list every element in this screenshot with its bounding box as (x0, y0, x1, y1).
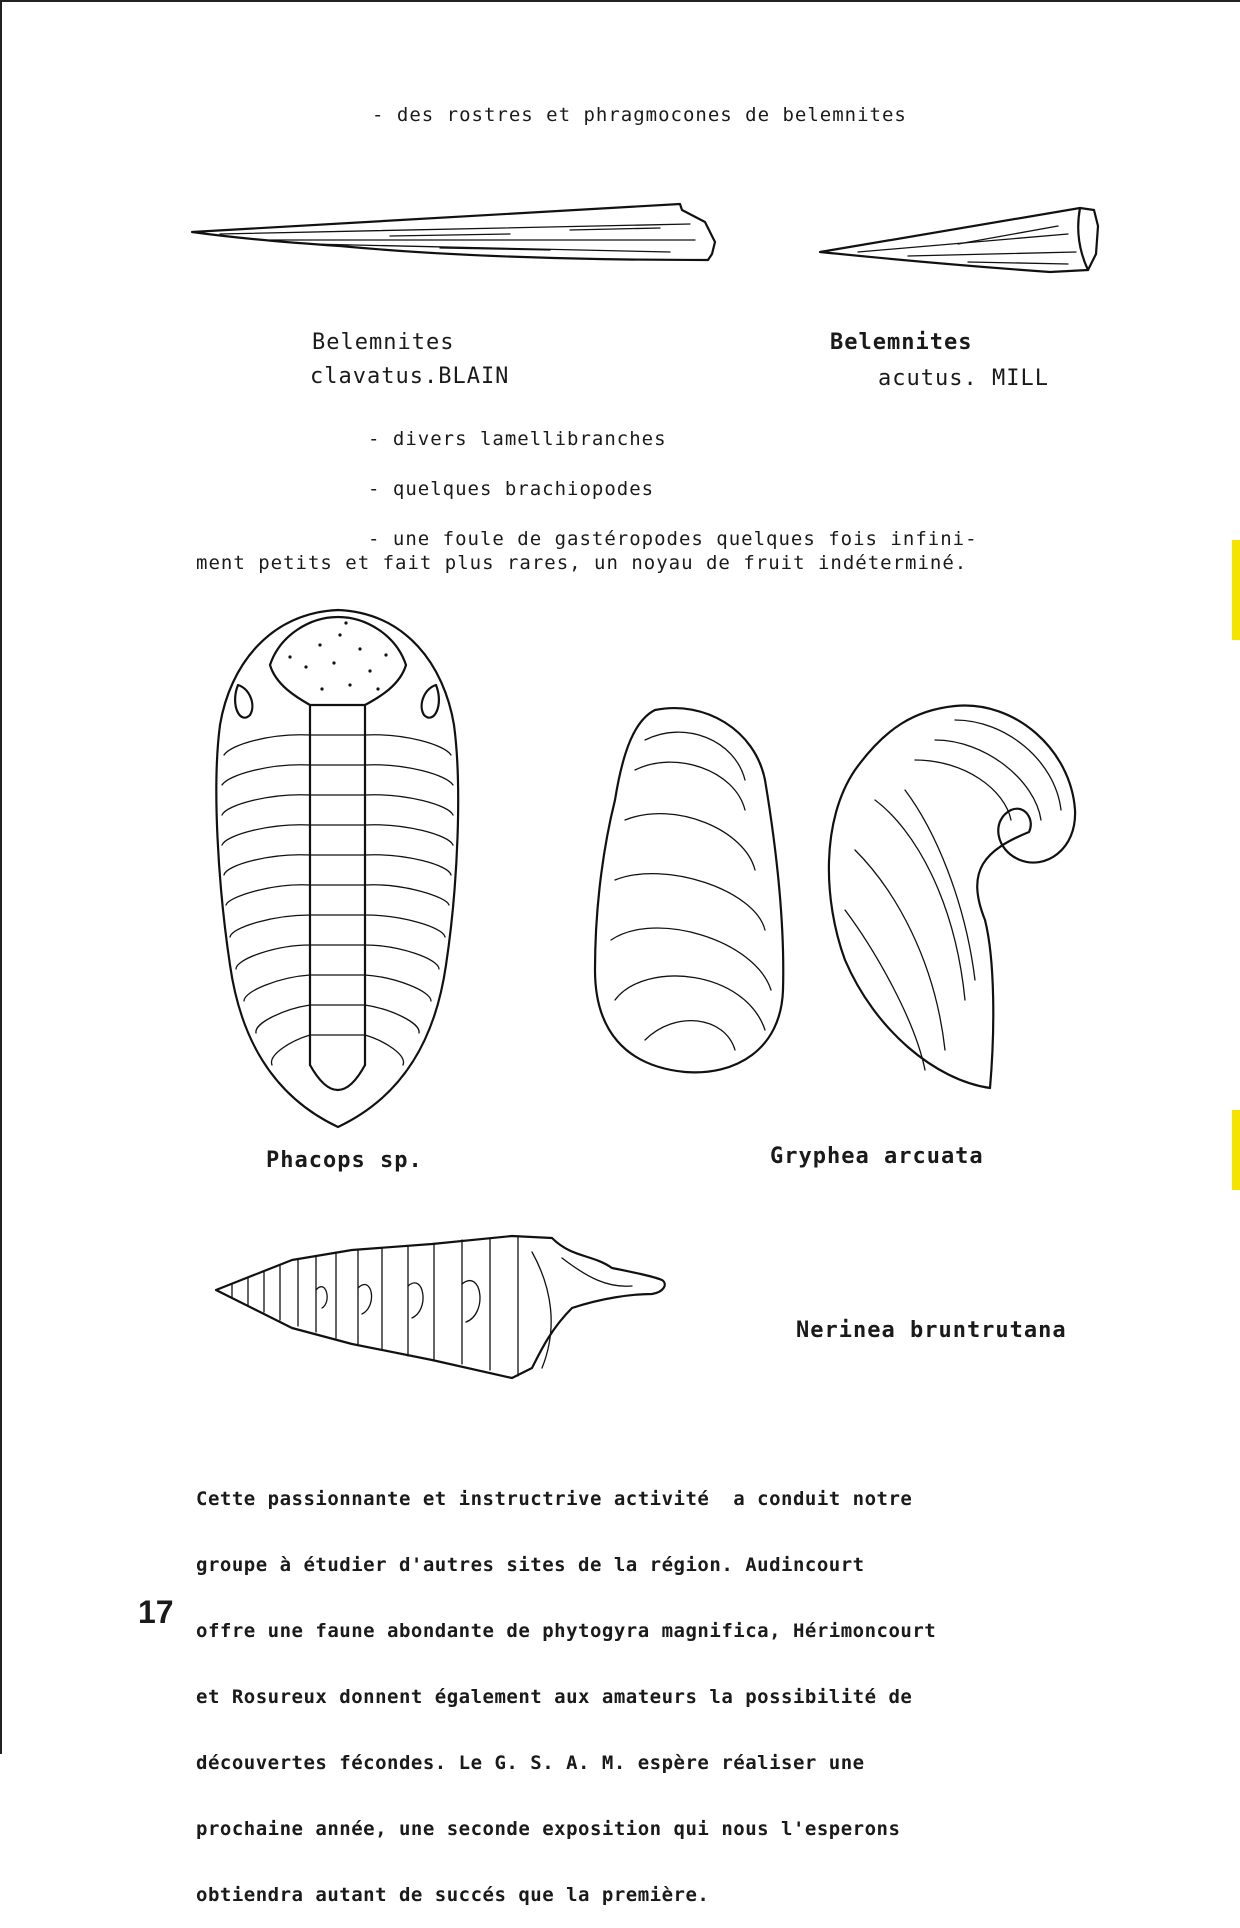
list-item: - une foule de gastéropodes quelques fois infini- (368, 528, 978, 550)
nerinea-caption: Nerinea bruntrutana (796, 1318, 1067, 1343)
paragraph-line: groupe à étudier d'autres sites de la région. Audincourt (196, 1554, 865, 1576)
list-item: - quelques brachiopodes (368, 478, 655, 500)
gryphaea-left-drawing (585, 700, 800, 1080)
highlight-mark (1232, 540, 1240, 640)
nerinea-drawing (212, 1228, 737, 1388)
trilobite-caption: Phacops sp. (266, 1148, 423, 1173)
gryphaea-right-drawing (815, 700, 1085, 1095)
paragraph-line: offre une faune abondante de phytogyra magnifica, Hérimoncourt (196, 1620, 937, 1642)
paragraph-line: découvertes fécondes. Le G. S. A. M. espère réaliser une (196, 1752, 865, 1774)
belemnite-clavatus-drawing (190, 200, 730, 300)
paragraph-line: Cette passionnante et instructrive activité a conduit notre (196, 1488, 913, 1510)
page-number: 17 (138, 1594, 174, 1630)
highlight-mark (1232, 1110, 1240, 1190)
trilobite-drawing (210, 605, 465, 1135)
belemnite-right-species: acutus. MILL (878, 366, 1049, 391)
paragraph-line: obtiendra autant de succés que la première. (196, 1884, 710, 1906)
paragraph-line: prochaine année, une seconde exposition qui nous l'esperons (196, 1818, 901, 1840)
paragraph-line: et Rosureux donnent également aux amateurs la possibilité de (196, 1686, 913, 1708)
gryphaea-caption: Gryphea arcuata (770, 1144, 984, 1169)
paragraph (196, 1444, 1096, 1928)
list-item: - divers lamellibranches (368, 428, 667, 450)
intro-line: - des rostres et phragmocones de belemnites (372, 104, 907, 126)
belemnite-left-species: clavatus.BLAIN (310, 364, 510, 389)
belemnite-right-genus: Belemnites (830, 330, 973, 355)
belemnite-left-genus: Belemnites (312, 330, 455, 355)
list-continuation: ment petits et fait plus rares, un noyau de fruit indéterminé. (196, 552, 968, 574)
belemnite-acutus-drawing (818, 204, 1102, 284)
